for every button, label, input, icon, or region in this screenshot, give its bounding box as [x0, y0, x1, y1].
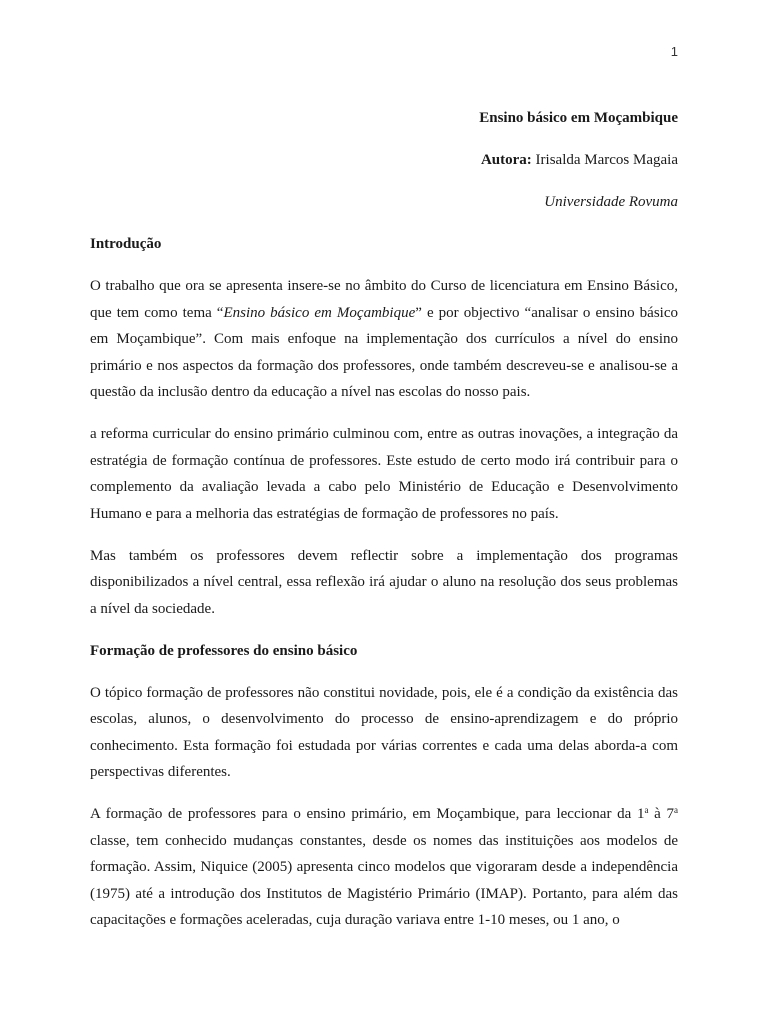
author-line — [90, 147, 678, 174]
author-name: Irisalda Marcos Magaia — [531, 152, 678, 168]
paragraph-formacao-2-part-c: classe, tem conhecido mudanças constantes, desde os nomes das instituições aos modelos de formação. Assim, Niquice (2005) apresenta cinco modelos que vigoraram desde a independência (1975) até a introdução dos Institutos de Magistério Primário (IMAP). Portanto, para além das capacitações e formações aceleradas, cuja duração variava entre 1-10 meses, ou 1 ano, o — [90, 832, 678, 928]
paragraph-intro-1 — [90, 273, 678, 406]
paragraph-formacao-2-part-a: A formação de professores para o ensino primário, em Moçambique, para leccionar da 1 — [90, 806, 645, 822]
paragraph-formacao-1: O tópico formação de professores não constitui novidade, pois, ele é a condição da existência das escolas, alunos, o desenvolvimento do processo de ensino-aprendizagem e do próprio conhecimento. Esta formação foi estudada por várias correntes e cada uma delas aborda-a com perspectivas diferentes. — [90, 684, 678, 780]
paragraph-formacao-2 — [90, 801, 678, 934]
paragraph-intro-1-part-b: ” e por objectivo “analisar o ensino básico em Moçambique”. Com mais enfoque na implementação dos currículos a nível do ensino primário e nos aspectos da formação dos professores, onde também descreveu-se e analisou-se a questão da inclusão dentro da educação a nível nas escolas do nosso pais. — [90, 304, 678, 400]
paragraph-intro-3: Mas também os professores devem reflectir sobre a implementação dos programas disponibilizados a nível central, essa reflexão irá ajudar o aluno na resolução dos seus problemas a nível da sociedade. — [90, 547, 678, 617]
formacao-heading: Formação de professores do ensino básico — [90, 642, 358, 659]
intro-heading: Introdução — [90, 236, 162, 252]
paragraph-formacao-2-part-b: à 7 — [648, 806, 674, 822]
document-body — [90, 105, 678, 949]
paragraph-intro-2: a reforma curricular do ensino primário culminou com, entre as outras inovações, a integração da estratégia de formação contínua de professores. Este estudo de certo modo irá contribuir para o complemento da avaliação levada a cabo pelo Ministério de Educação e Desenvolvimento Humano e para a melhoria das estratégias de formação de professores no país. — [90, 426, 678, 522]
ordinal-superscript: a — [674, 805, 678, 815]
ordinal-superscript: a — [644, 805, 649, 815]
document-title: Ensino básico em Moçambique — [479, 110, 678, 126]
author-label: Autora: — [480, 152, 532, 168]
theme-title: Ensino básico em Moçambique — [223, 304, 416, 321]
paragraph-intro-1-part-a: O trabalho que ora se apresenta insere-se no âmbito do Curso de licenciatura em Ensino Básico, que tem como tema “ — [90, 278, 678, 321]
page-number: 1 — [670, 44, 678, 59]
affiliation: Universidade Rovuma — [544, 194, 678, 210]
